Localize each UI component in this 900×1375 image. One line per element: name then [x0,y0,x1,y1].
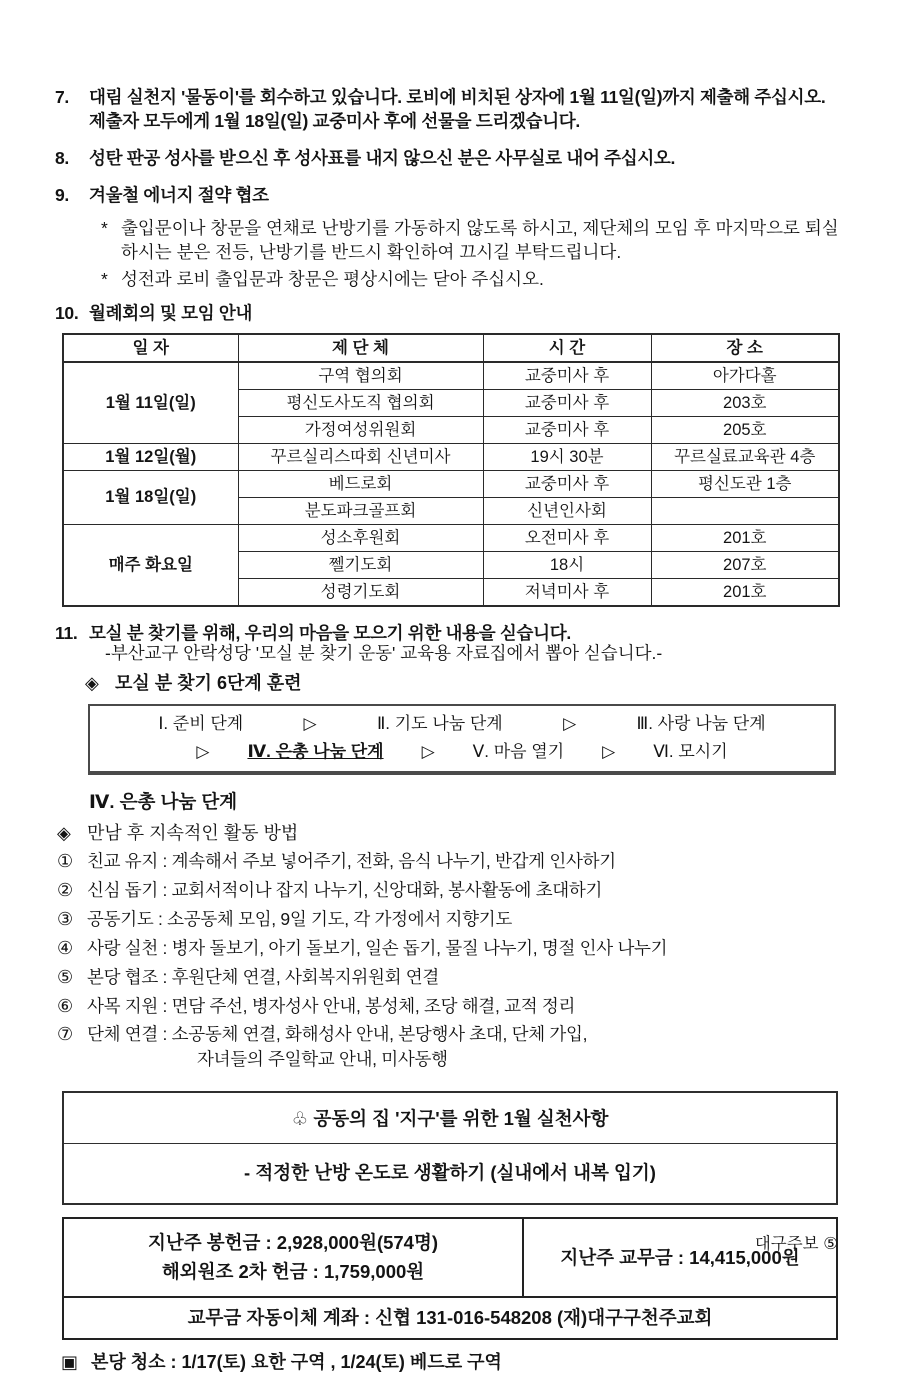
circled-number-icon: ⑥ [57,995,73,1016]
diamond-bullet-icon: ◈ [85,673,99,694]
grace-subheading-text: 만남 후 지속적인 활동 방법 [87,822,299,843]
announcement-item-9 [55,183,840,207]
announcement-item-10 [55,301,840,325]
time-cell: 교중미사 후 [483,390,651,417]
place-cell: 205호 [651,417,839,444]
bullet-item [101,216,840,264]
stage-row-2 [98,740,826,763]
list-item [57,936,840,961]
announcement-item-7 [55,85,840,133]
diamond-bullet-icon: ◈ [57,822,71,843]
square-bullet-icon: ▣ [61,1352,79,1373]
org-cell: 성소후원회 [238,525,483,552]
stage-5: Ⅴ. 마음 열기 [472,741,565,761]
finance-box [62,1217,838,1341]
grace-stage-heading: Ⅳ. 은총 나눔 단계 [89,791,238,813]
offering-line-2: 해외원조 2차 헌금 : 1,759,000원 [161,1261,425,1283]
item-number: 7. [55,87,69,107]
list-item-text: 신심 돕기 : 교회서적이나 잡지 나누기, 신앙대화, 봉사활동에 초대하기 [87,880,603,901]
grace-subheading [57,821,840,846]
item-title: 월례회의 및 모임 안내 [89,302,253,323]
list-item-text: 본당 협조 : 후원단체 연결, 사회복지위원회 연결 [87,966,439,987]
item-number: 10. [55,302,79,323]
circled-number-icon: ③ [57,909,73,930]
asterisk-bullet: * [101,268,108,289]
place-cell: 203호 [651,390,839,417]
item-title: 모실 분 찾기를 위해, 우리의 마음을 모으기 위한 내용을 싣습니다. [89,623,571,644]
list-item-text: 친교 유지 : 계속해서 주보 넣어주기, 전화, 음식 나누기, 반갑게 인사하기 [87,851,616,872]
item-number: 8. [55,148,69,169]
list-item-line-1: 단체 연결 : 소공동체 연결, 화해성사 안내, 본당행사 초대, 단체 가입, [87,1024,588,1045]
org-cell: 분도파크골프회 [238,498,483,525]
time-cell: 19시 30분 [483,444,651,471]
circled-number-icon: ⑤ [57,966,73,987]
circled-number-icon: ② [57,880,73,901]
arrow-right-icon: ▷ [196,741,210,761]
list-item [57,878,840,903]
announcement-item-8 [55,146,840,170]
column-header-date: 일 자 [63,334,238,362]
date-cell: 1월 18일(일) [63,471,238,525]
item-number: 11. [55,623,78,644]
org-cell: 가정여성위원회 [238,417,483,444]
org-cell: 구역 협의회 [238,362,483,390]
time-cell: 교중미사 후 [483,362,651,390]
place-cell: 꾸르실료교육관 4층 [651,444,839,471]
item-text: 대림 실천지 '물동이'를 회수하고 있습니다. 로비에 비치된 상자에 1월 11일(일)까지 제출해 주십시오. 제출자 모두에게 1월 18일(일) 교중미사 후에 선물을 드리겠습니다. [89,87,826,132]
energy-saving-bullets [101,216,840,291]
list-item [57,994,840,1019]
meeting-schedule-table [62,333,840,607]
date-cell: 1월 11일(일) [63,362,238,444]
place-cell [651,498,839,525]
org-cell: 성령기도회 [238,579,483,607]
arrow-right-icon: ▷ [563,714,577,734]
list-item [57,1022,840,1070]
place-cell: 평신도관 1층 [651,471,839,498]
bullet-text: 성전과 로비 출입문과 창문은 평상시에는 닫아 주십시오. [121,268,544,289]
offering-cell [64,1219,524,1296]
training-heading [85,671,840,696]
monthly-practice-box [62,1091,838,1205]
stage-3: Ⅲ. 사랑 나눔 단계 [636,714,766,734]
org-cell: 꾸르실리스따회 신년미사 [238,444,483,471]
arrow-right-icon: ▷ [303,714,317,734]
list-item-text: 사목 지원 : 면담 주선, 병자성사 안내, 봉성체, 조당 해결, 교적 정리 [87,995,576,1016]
time-cell: 신년인사회 [483,498,651,525]
time-cell: 오전미사 후 [483,525,651,552]
training-title: 모실 분 찾기 6단계 훈련 [115,673,302,694]
org-cell: 쩰기도회 [238,552,483,579]
place-cell: 207호 [651,552,839,579]
stage-4-current: Ⅳ. 은총 나눔 단계 [247,741,384,761]
cleaning-text: 본당 청소 : 1/17(토) 요한 구역 , 1/24(토) 베드로 구역 [91,1352,502,1373]
cleaning-notice [61,1350,840,1375]
table-row [63,525,839,552]
time-cell: 교중미사 후 [483,471,651,498]
list-item [57,965,840,990]
column-header-place: 장 소 [651,334,839,362]
list-item-text [87,1022,840,1070]
org-cell: 베드로회 [238,471,483,498]
offering-line-1: 지난주 봉헌금 : 2,928,000원(574명) [147,1231,439,1253]
list-item-text: 사랑 실천 : 병자 돌보기, 아기 돌보기, 일손 돕기, 물질 나누기, 명절 인사 나누기 [87,937,668,958]
table-row [63,362,839,390]
stage-2: Ⅱ. 기도 나눔 단계 [376,714,503,734]
asterisk-bullet: * [101,217,108,238]
org-cell: 평신도사도직 협의회 [238,390,483,417]
column-header-time: 시 간 [483,334,651,362]
practice-box-body: - 적정한 난방 온도로 생활하기 (실내에서 내복 입기) [244,1162,656,1184]
date-cell: 매주 화요일 [63,525,238,607]
stage-6: Ⅵ. 모시기 [653,741,728,761]
stage-1: Ⅰ. 준비 단계 [158,714,244,734]
time-cell: 저녁미사 후 [483,579,651,607]
circled-number-icon: ④ [57,937,73,958]
table-row [63,471,839,498]
page-footer: 대구주보 ⑤ [754,1235,838,1253]
six-stage-training-box [88,704,836,775]
table-row [63,444,839,471]
place-cell: 아가다홀 [651,362,839,390]
bullet-item [101,267,840,291]
item-number: 9. [55,185,69,206]
item-11-source-note: -부산교구 안락성당 '모실 분 찾기 운동' 교육용 자료집에서 뽑아 싣습니다.- [105,643,663,664]
bullet-text: 출입문이나 창문을 연채로 난방기를 가동하지 않도록 하시고, 제단체의 모임 후 마지막으로 퇴실하시는 분은 전등, 난방기를 반드시 확인하여 끄시길 부탁드립니다. [121,217,839,262]
transfer-account-row: 교무금 자동이체 계좌 : 신협 131-016-548208 (재)대구구천주교회 [187,1306,713,1328]
date-cell: 1월 12일(월) [63,444,238,471]
circled-number-icon: ① [57,851,73,872]
circled-number-icon: ⑦ [57,1024,73,1045]
item-text: 성탄 판공 성사를 받으신 후 성사표를 내지 않으신 분은 사무실로 내어 주십시오. [89,148,676,169]
list-item [57,907,840,932]
place-cell: 201호 [651,579,839,607]
list-item-line-2: 자녀들의 주일학교 안내, 미사동행 [197,1048,448,1069]
dues-text: 지난주 교무금 : 14,415,000원 [560,1246,800,1268]
finance-top-row [64,1219,836,1298]
table-header-row [63,334,839,362]
list-item [57,849,840,874]
practice-box-title: ♧ 공동의 집 '지구'를 위한 1월 실천사항 [64,1093,836,1145]
arrow-right-icon: ▷ [602,741,616,761]
item-title: 겨울철 에너지 절약 협조 [89,185,269,206]
dues-cell [524,1219,836,1296]
activity-method-list [57,849,840,1070]
list-item-text: 공동기도 : 소공동체 모임, 9일 기도, 각 가정에서 지향기도 [87,909,512,930]
time-cell: 교중미사 후 [483,417,651,444]
arrow-right-icon: ▷ [421,741,435,761]
column-header-org: 제 단 체 [238,334,483,362]
place-cell: 201호 [651,525,839,552]
time-cell: 18시 [483,552,651,579]
stage-row-1 [98,712,826,735]
